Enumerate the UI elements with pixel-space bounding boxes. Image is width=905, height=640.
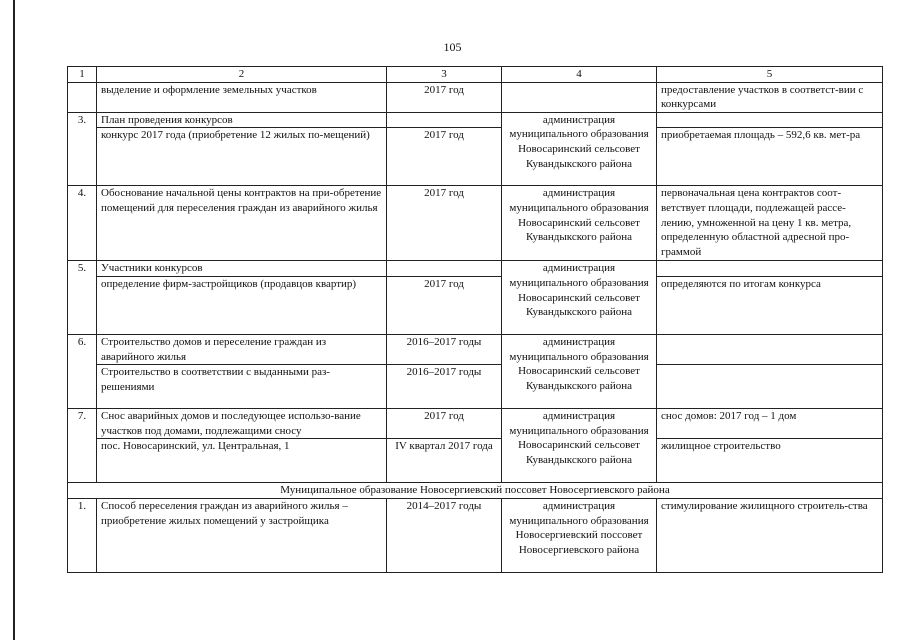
row-period: 2016–2017 годы [387, 365, 502, 409]
row-period: 2017 год [387, 186, 502, 261]
row-result: стимулирование жилищного строитель-ства [657, 498, 883, 572]
row-executor: администрация муниципального образования Новосаринский сельсовет Кувандыкского района [502, 334, 657, 408]
table-row [68, 82, 883, 112]
row-result-empty [657, 334, 883, 364]
row-period: IV квартал 2017 года [387, 439, 502, 483]
table-row [68, 409, 883, 439]
section-heading-row [68, 483, 883, 499]
table-row [68, 334, 883, 364]
row-period: 2017 год [387, 128, 502, 186]
row-title: Участники конкурсов [97, 261, 387, 277]
table-row [68, 365, 883, 409]
row-period: 2017 год [387, 276, 502, 334]
row-number: 6. [68, 334, 97, 408]
row-period-empty [387, 112, 502, 128]
page-number: 105 [443, 40, 462, 54]
row-result: предоставление участков в соответст-вии с конкурсами [657, 82, 883, 112]
row-description: Снос аварийных домов и последующее использо-вание участков под домами, подлежащими сносу [97, 409, 387, 439]
program-table [67, 66, 883, 573]
row-result: жилищное строительство [657, 439, 883, 483]
header-col-3: 3 [387, 67, 502, 83]
header-col-5: 5 [657, 67, 883, 83]
table-header-row [68, 67, 883, 83]
row-executor: администрация муниципального образования Новосаринский сельсовет Кувандыкского района [502, 186, 657, 261]
row-description: Строительство домов и переселение граждан из аварийного жилья [97, 334, 387, 364]
row-executor: администрация муниципального образования Новосергиевский поссовет Новосергиевского района [502, 498, 657, 572]
row-number: 5. [68, 261, 97, 335]
row-description: определение фирм-застройщиков (продавцов квартир) [97, 276, 387, 334]
table-row [68, 112, 883, 128]
row-result-empty [657, 112, 883, 128]
row-number [68, 82, 97, 112]
header-col-2: 2 [97, 67, 387, 83]
row-executor: администрация муниципального образования Новосаринский сельсовет Кувандыкского района [502, 112, 657, 186]
row-executor: администрация муниципального образования Новосаринский сельсовет Кувандыкского района [502, 261, 657, 335]
row-number: 3. [68, 112, 97, 186]
row-number: 1. [68, 498, 97, 572]
header-col-4: 4 [502, 67, 657, 83]
row-result: определяются по итогам конкурса [657, 276, 883, 334]
row-executor [502, 82, 657, 112]
row-result: снос домов: 2017 год – 1 дом [657, 409, 883, 439]
page-margin-line [13, 0, 15, 640]
row-executor: администрация муниципального образования Новосаринский сельсовет Кувандыкского района [502, 409, 657, 483]
row-description: Способ переселения граждан из аварийного жилья – приобретение жилых помещений у застройщика [97, 498, 387, 572]
row-number: 7. [68, 409, 97, 483]
row-result: приобретаемая площадь – 592,6 кв. мет-ра [657, 128, 883, 186]
table-row [68, 276, 883, 334]
row-period-empty [387, 261, 502, 277]
row-result-empty [657, 261, 883, 277]
table-row [68, 186, 883, 261]
row-number: 4. [68, 186, 97, 261]
row-description: Строительство в соответствии с выданными раз-решениями [97, 365, 387, 409]
row-result-empty [657, 365, 883, 409]
row-description: пос. Новосаринский, ул. Центральная, 1 [97, 439, 387, 483]
row-description: Обоснование начальной цены контрактов на при-обретение помещений для переселения граждан из аварийного жилья [97, 186, 387, 261]
section-heading: Муниципальное образование Новосергиевский поссовет Новосергиевского района [68, 483, 883, 499]
row-result: первоначальная цена контрактов соот-ветствует площади, подлежащей рассе-лению, умноженной на цену 1 кв. метра, определенную областной адресной про-граммой [657, 186, 883, 261]
table-row [68, 261, 883, 277]
table-row [68, 128, 883, 186]
row-title: План проведения конкурсов [97, 112, 387, 128]
table-row [68, 439, 883, 483]
row-period: 2014–2017 годы [387, 498, 502, 572]
header-col-1: 1 [68, 67, 97, 83]
row-description: выделение и оформление земельных участков [97, 82, 387, 112]
row-description: конкурс 2017 года (приобретение 12 жилых по-мещений) [97, 128, 387, 186]
row-period: 2016–2017 годы [387, 334, 502, 364]
row-period: 2017 год [387, 409, 502, 439]
row-period: 2017 год [387, 82, 502, 112]
table-row [68, 498, 883, 572]
